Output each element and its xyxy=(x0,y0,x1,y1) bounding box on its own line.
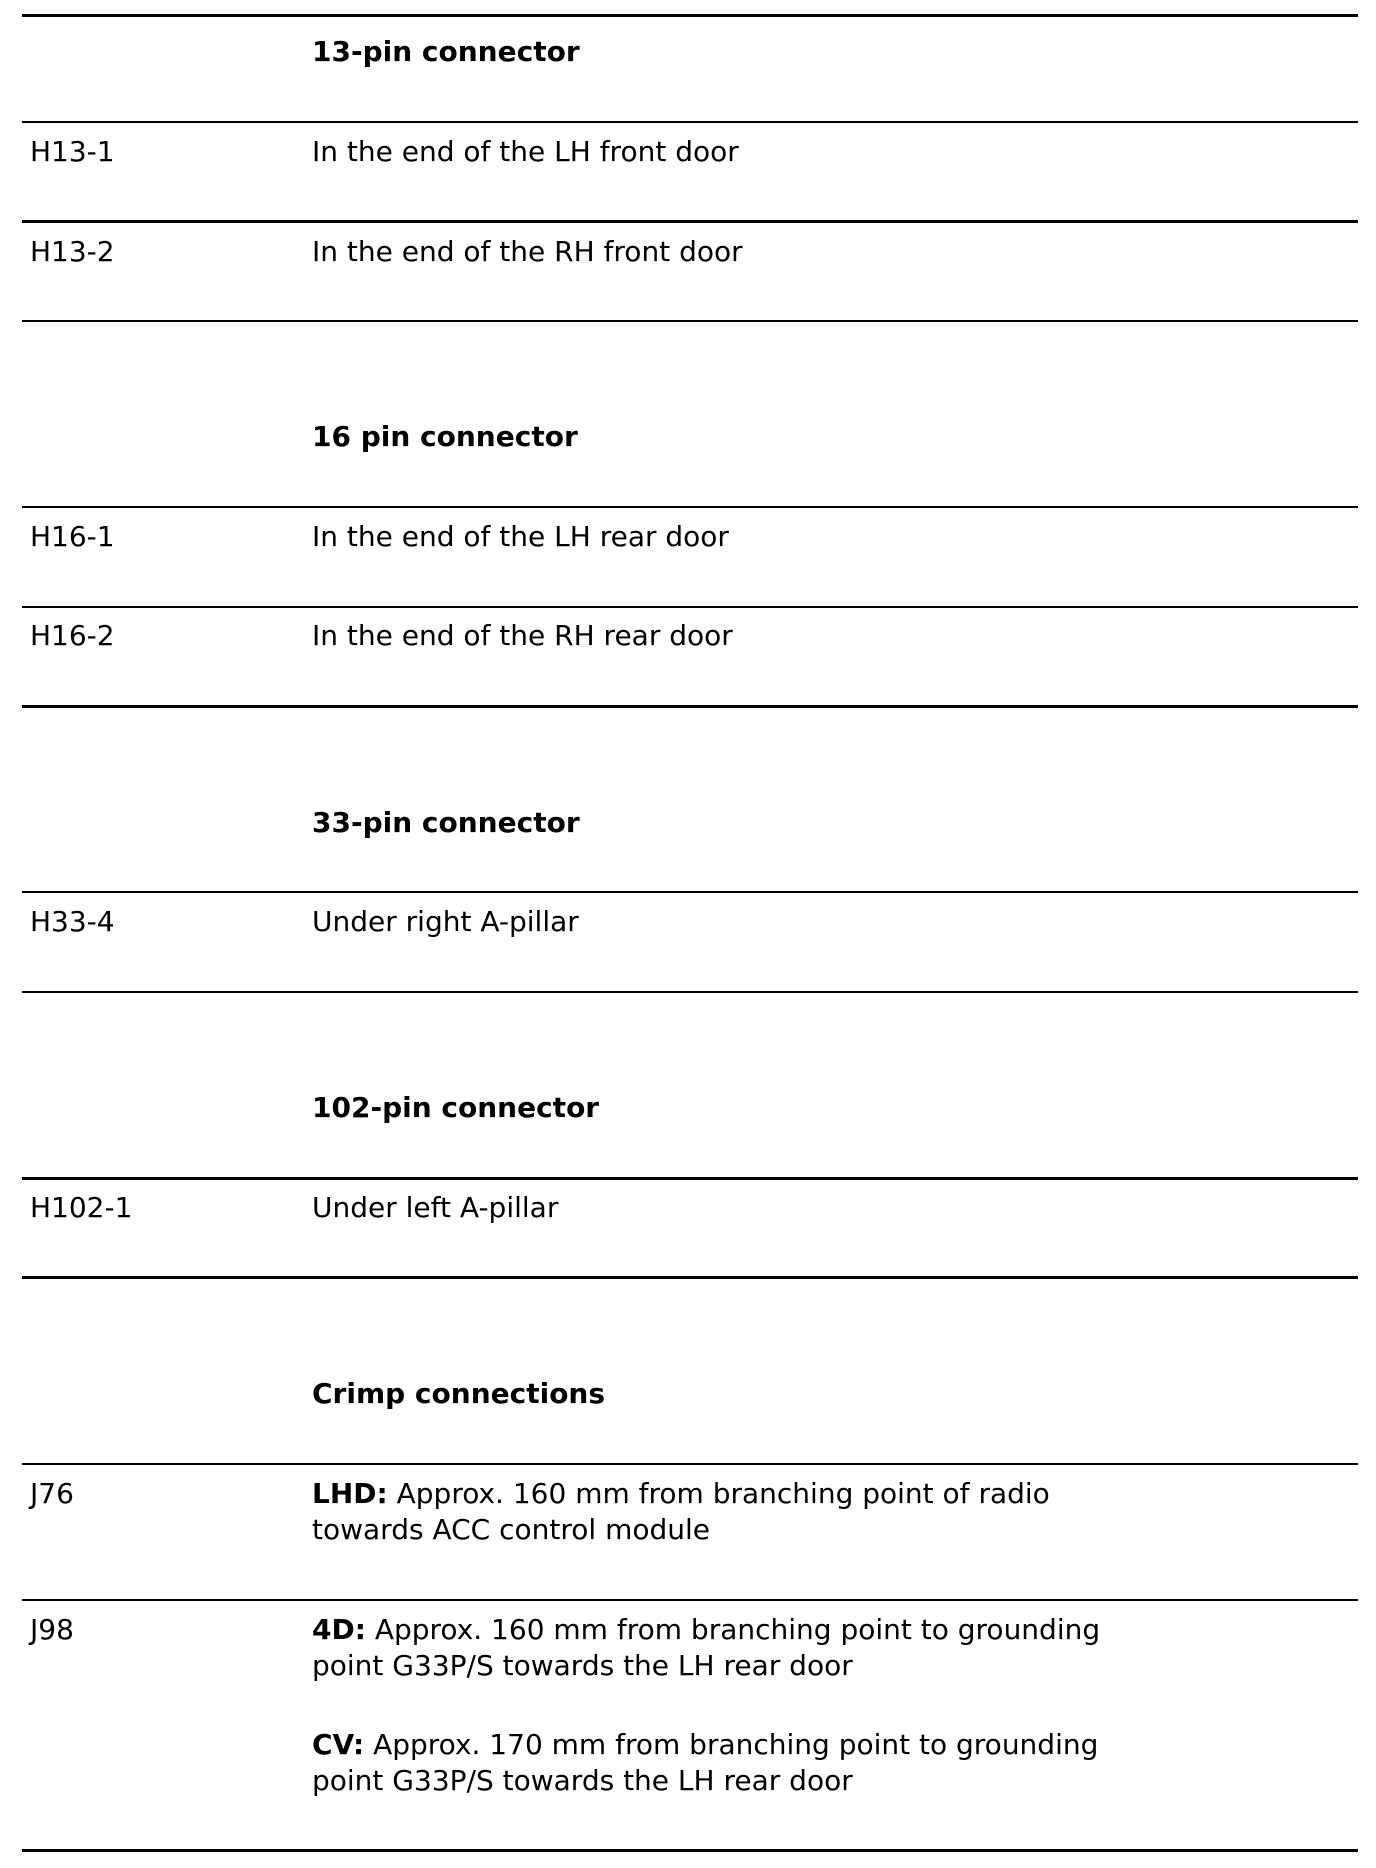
table-rule xyxy=(22,14,1358,17)
table-rule xyxy=(22,1599,1358,1601)
connector-location: In the end of the RH front door xyxy=(312,235,743,268)
table-rule xyxy=(22,606,1358,608)
location-line: Approx. 160 mm from branching point of radio xyxy=(387,1477,1050,1510)
connector-location xyxy=(312,1727,1098,1763)
section-heading: 33-pin connector xyxy=(312,806,580,839)
table-rule xyxy=(22,991,1358,993)
connector-code: H16-2 xyxy=(30,619,115,652)
connector-location: In the end of the LH front door xyxy=(312,135,739,168)
variant-tag: LHD: xyxy=(312,1477,388,1510)
variant-tag: 4D: xyxy=(312,1613,366,1646)
table-rule xyxy=(22,220,1358,223)
table-rule xyxy=(22,891,1358,893)
section-heading: Crimp connections xyxy=(312,1377,606,1410)
location-line: Approx. 160 mm from branching point to grounding xyxy=(365,1613,1101,1646)
connector-code: H13-2 xyxy=(30,235,115,268)
connector-location: Under right A-pillar xyxy=(312,905,579,938)
table-rule xyxy=(22,1463,1358,1465)
location-line: towards ACC control module xyxy=(312,1513,711,1546)
section-heading: 13-pin connector xyxy=(312,35,580,68)
table-rule xyxy=(22,121,1358,123)
connector-location: Under left A-pillar xyxy=(312,1191,559,1224)
connector-location: In the end of the LH rear door xyxy=(312,520,729,553)
table-rule xyxy=(22,320,1358,322)
table-rule xyxy=(22,506,1358,508)
location-line: point G33P/S towards the LH rear door xyxy=(312,1649,853,1682)
variant-tag: CV: xyxy=(312,1728,365,1761)
connector-code: J98 xyxy=(30,1613,74,1646)
location-line: point G33P/S towards the LH rear door xyxy=(312,1764,853,1797)
connector-code: H33-4 xyxy=(30,905,115,938)
connector-location xyxy=(312,1612,1100,1648)
table-rule xyxy=(22,1849,1358,1852)
table-rule xyxy=(22,705,1358,708)
connector-location xyxy=(312,1476,1050,1512)
connector-code: H16-1 xyxy=(30,520,115,553)
connector-code: J76 xyxy=(30,1477,74,1510)
table-rule xyxy=(22,1276,1358,1279)
section-heading: 16 pin connector xyxy=(312,420,578,453)
location-line: Approx. 170 mm from branching point to grounding xyxy=(364,1728,1099,1761)
table-rule xyxy=(22,1177,1358,1180)
connector-code: H13-1 xyxy=(30,135,115,168)
section-heading: 102-pin connector xyxy=(312,1091,600,1124)
connector-location: In the end of the RH rear door xyxy=(312,619,733,652)
connector-code: H102-1 xyxy=(30,1191,133,1224)
